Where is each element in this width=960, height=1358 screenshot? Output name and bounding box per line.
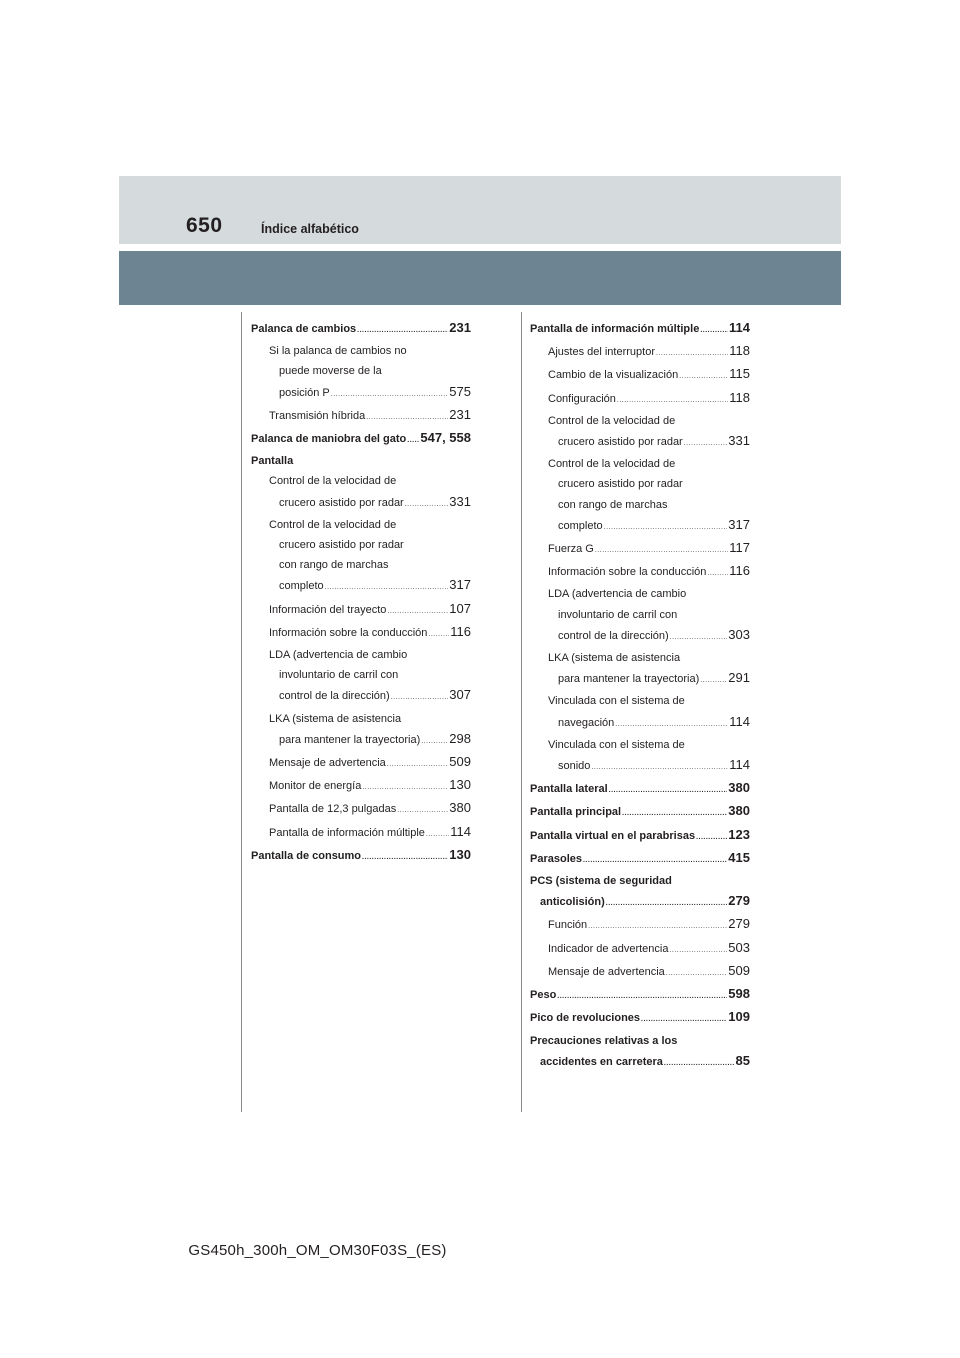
index-entry [530, 625, 750, 648]
dot-leader [595, 541, 728, 561]
index-entry-text: Peso [530, 989, 557, 1002]
index-entry-text: Vinculada con el sistema de [548, 695, 685, 708]
index-entry-text: Vinculada con el sistema de [548, 738, 685, 751]
index-entry-text: LKA (sistema de asistencia [269, 712, 402, 725]
index-entry [251, 428, 471, 451]
index-entry-text: Pantalla de consumo [251, 849, 362, 862]
index-entry [251, 405, 471, 428]
index-entry [530, 388, 750, 411]
index-column-left [251, 318, 471, 868]
index-entry [251, 775, 471, 798]
index-entry [251, 622, 471, 645]
index-entry-page: 279 [728, 893, 750, 909]
index-entry [251, 341, 471, 361]
dot-leader [684, 434, 728, 454]
index-entry-text: Información del trayecto [269, 603, 387, 616]
dot-leader [362, 778, 448, 798]
index-entry-page: 317 [449, 577, 471, 593]
dot-leader [387, 755, 449, 775]
index-entry-text: navegación [558, 716, 615, 729]
index-entry-text: puede moverse de la [279, 365, 382, 378]
dot-leader [615, 715, 728, 735]
index-entry-text: Información sobre la conducción [548, 566, 707, 579]
header-band [119, 176, 841, 244]
index-entry-text: involuntario de carril con [279, 669, 399, 682]
index-entry-text: Ajustes del interruptor [548, 346, 655, 359]
index-entry-text: para mantener la trayectoria) [279, 733, 421, 746]
index-entry [530, 318, 750, 341]
index-entry [530, 411, 750, 431]
index-entry-page: 303 [728, 626, 750, 642]
index-entry [530, 938, 750, 961]
index-entry [530, 1007, 750, 1030]
index-entry [530, 474, 750, 494]
index-entry-page: 503 [728, 939, 750, 955]
dot-leader [604, 518, 728, 538]
index-entry-text: para mantener la trayectoria) [558, 673, 700, 686]
index-entry-text: Palanca de maniobra del gato [251, 433, 407, 446]
index-entry [251, 471, 471, 491]
index-entry [251, 685, 471, 708]
index-entry [251, 822, 471, 845]
index-entry [251, 709, 471, 729]
index-entry-page: 380 [728, 780, 750, 796]
index-entry [530, 515, 750, 538]
index-entry-page: 107 [449, 600, 471, 616]
index-entry [251, 575, 471, 598]
dot-leader [397, 801, 448, 821]
index-entry-text: completo [279, 580, 324, 593]
index-entry-text: Función [548, 919, 588, 932]
index-entry [251, 382, 471, 405]
index-entry-page: 130 [449, 777, 471, 793]
index-entry-text: LDA (advertencia de cambio [548, 588, 687, 601]
index-entry [530, 584, 750, 604]
dot-leader [666, 964, 728, 984]
index-entry-page: 575 [449, 383, 471, 399]
dot-leader [622, 804, 727, 824]
index-entry-page: 307 [449, 687, 471, 703]
index-entry [530, 712, 750, 735]
index-entry-text: Indicador de advertencia [548, 942, 669, 955]
index-entry-page: 331 [728, 433, 750, 449]
index-entry [251, 515, 471, 535]
index-entry-page: 114 [729, 320, 750, 335]
index-entry [530, 605, 750, 625]
index-entry-page: 291 [728, 670, 750, 686]
dot-leader [428, 625, 449, 645]
index-entry-page: 115 [729, 366, 750, 382]
index-entry [530, 454, 750, 474]
left-column-rule [241, 312, 242, 1112]
index-entry [530, 961, 750, 984]
index-entry [251, 318, 471, 341]
index-entry [530, 364, 750, 387]
index-entry-page: 114 [729, 757, 750, 773]
dot-leader [557, 987, 727, 1007]
index-entry [251, 752, 471, 775]
index-entry [530, 871, 750, 891]
index-entry-text: Pico de revoluciones [530, 1012, 641, 1025]
index-entry [251, 665, 471, 685]
dot-leader [664, 1054, 735, 1074]
dot-leader [696, 828, 727, 848]
dot-leader [609, 781, 728, 801]
index-entry-text: crucero asistido por radar [558, 478, 683, 491]
index-entry-page: 114 [450, 823, 471, 839]
index-entry-text: Control de la velocidad de [548, 414, 676, 427]
index-entry-text: sonido [558, 760, 591, 773]
document-code: GS450h_300h_OM_OM30F03S_(ES) [188, 1242, 447, 1259]
index-entry [530, 561, 750, 584]
index-entry [530, 891, 750, 914]
dot-leader [583, 851, 727, 871]
dot-leader [407, 431, 419, 451]
index-entry-text: Pantalla [251, 455, 294, 468]
index-entry-text: Cambio de la visualización [548, 369, 679, 382]
section-title: Índice alfabético [261, 222, 359, 236]
index-entry-text: Pantalla de información múltiple [269, 826, 425, 839]
index-entry [251, 361, 471, 381]
index-entry-page: 116 [450, 623, 471, 639]
index-entry-text: Control de la velocidad de [269, 475, 397, 488]
index-entry-page: 509 [728, 962, 750, 978]
index-entry [251, 729, 471, 752]
index-entry-page: 123 [728, 826, 750, 842]
index-entry [251, 451, 471, 471]
index-entry-page: 415 [728, 849, 750, 865]
index-entry [530, 735, 750, 755]
right-column-rule [521, 312, 522, 1112]
index-entry-text: accidentes en carretera [540, 1055, 663, 1068]
index-entry [530, 431, 750, 454]
index-entry-page: 116 [729, 563, 750, 579]
dot-leader [700, 671, 727, 691]
index-entry-page: 118 [729, 389, 750, 405]
index-entry-text: involuntario de carril con [558, 608, 678, 621]
dot-leader [366, 408, 448, 428]
index-entry [530, 778, 750, 801]
index-entry-text: Configuración [548, 392, 616, 405]
index-column-right [530, 318, 750, 1074]
dot-leader [426, 825, 449, 845]
index-entry-text: con rango de marchas [558, 498, 668, 511]
index-entry-text: Mensaje de advertencia [548, 965, 665, 978]
index-entry [530, 984, 750, 1007]
index-entry-text: anticolisión) [540, 896, 605, 909]
index-entry [251, 535, 471, 555]
index-entry-text: Control de la velocidad de [269, 518, 397, 531]
index-entry [530, 495, 750, 515]
index-entry-text: con rango de marchas [279, 559, 389, 572]
index-entry [251, 599, 471, 622]
index-entry-text: Pantalla de 12,3 pulgadas [269, 803, 397, 816]
index-entry-text: Transmisión híbrida [269, 409, 366, 422]
dot-leader [391, 688, 449, 708]
index-entry [530, 801, 750, 824]
index-entry-text: crucero asistido por radar [558, 436, 683, 449]
index-entry [530, 668, 750, 691]
dot-leader [362, 848, 448, 868]
index-entry [530, 538, 750, 561]
index-entry-text: Información sobre la conducción [269, 626, 428, 639]
dot-leader [679, 367, 728, 387]
index-entry-page: 117 [729, 540, 750, 556]
page-number: 650 [186, 214, 223, 237]
index-entry [530, 848, 750, 871]
dot-leader [606, 894, 728, 914]
index-entry-page: 279 [728, 916, 750, 932]
index-entry-text: crucero asistido por radar [279, 496, 404, 509]
dot-leader [325, 578, 449, 598]
index-entry [530, 755, 750, 778]
index-entry [530, 1031, 750, 1051]
index-entry-page: 109 [728, 1009, 750, 1025]
index-entry-text: PCS (sistema de seguridad [530, 875, 672, 888]
index-entry [530, 914, 750, 937]
index-entry [251, 555, 471, 575]
index-entry-text: control de la dirección) [558, 629, 669, 642]
index-entry-page: 380 [449, 800, 471, 816]
index-entry-page: 380 [728, 803, 750, 819]
index-entry [251, 845, 471, 868]
index-entry [530, 648, 750, 668]
index-entry-page: 231 [449, 406, 471, 422]
dot-leader [707, 564, 728, 584]
index-entry-text: crucero asistido por radar [279, 539, 404, 552]
dot-leader [700, 321, 728, 341]
index-entry-text: Parasoles [530, 852, 582, 865]
index-entry [251, 645, 471, 665]
dot-leader [656, 344, 728, 364]
index-entry-page: 598 [728, 986, 750, 1002]
index-entry-page: 547, 558 [420, 430, 471, 446]
index-entry-text: Pantalla de información múltiple [530, 323, 700, 335]
dot-leader [405, 495, 449, 515]
index-entry-text: Mensaje de advertencia [269, 757, 386, 770]
index-entry-text: Precauciones relativas a los [530, 1034, 678, 1047]
index-entry-page: 231 [449, 320, 471, 335]
index-entry-text: posición P [279, 386, 330, 399]
index-entry-text: Monitor de energía [269, 780, 362, 793]
index-entry-page: 114 [729, 713, 750, 729]
dot-leader [641, 1010, 727, 1030]
dot-leader [331, 385, 449, 405]
dot-leader [617, 391, 728, 411]
index-entry [530, 1051, 750, 1074]
dot-leader [357, 321, 448, 341]
dot-leader [421, 732, 448, 752]
index-entry-text: control de la dirección) [279, 690, 390, 703]
index-entry-text: Palanca de cambios [251, 323, 357, 335]
index-entry-text: LDA (advertencia de cambio [269, 649, 408, 662]
index-entry [251, 492, 471, 515]
index-entry-text: Pantalla principal [530, 806, 622, 819]
index-entry-page: 298 [449, 730, 471, 746]
index-entry-page: 317 [728, 516, 750, 532]
dot-leader [387, 602, 448, 622]
dot-leader [670, 628, 728, 648]
index-entry-page: 331 [449, 493, 471, 509]
index-entry-page: 509 [449, 754, 471, 770]
index-entry-page: 118 [729, 343, 750, 359]
index-entry-text: Si la palanca de cambios no [269, 345, 407, 358]
index-entry-text: Pantalla lateral [530, 783, 608, 796]
index-entry-text: Control de la velocidad de [548, 458, 676, 471]
dot-leader [591, 758, 728, 778]
index-entry-page: 130 [449, 846, 471, 862]
index-entry-text: completo [558, 519, 603, 532]
index-entry [251, 798, 471, 821]
index-entry-text: Pantalla virtual en el parabrisas [530, 829, 696, 842]
index-entry [530, 825, 750, 848]
index-entry-text: Fuerza G [548, 543, 594, 556]
index-entry-text: LKA (sistema de asistencia [548, 652, 681, 665]
index-entry-page: 85 [735, 1052, 750, 1068]
header-color-bar [119, 251, 841, 305]
index-entry [530, 341, 750, 364]
dot-leader [669, 941, 727, 961]
dot-leader [588, 917, 727, 937]
index-entry [530, 691, 750, 711]
